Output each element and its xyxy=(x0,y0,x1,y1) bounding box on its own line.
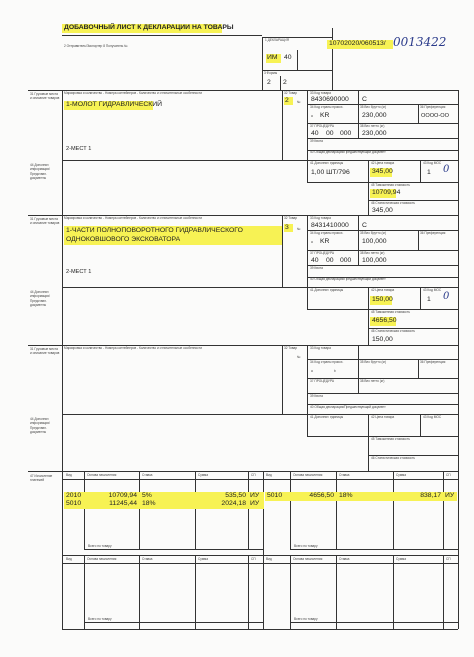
f34-label-2: 34 Код страны происх. xyxy=(310,231,344,235)
f42-label-2: 42 Цена товара xyxy=(371,288,395,292)
f40-label-1: 40 Общая декларация/Предшествующий документ xyxy=(310,150,386,154)
gross-2: 100,000 xyxy=(362,238,387,245)
net-2: 100,000 xyxy=(362,257,387,264)
f38-label-1: 38 Вес нетто (кг) xyxy=(360,124,385,128)
f41-label-1: 41 Дополнит. единицы xyxy=(310,161,344,165)
h-base-right: Основа начисления xyxy=(293,473,323,477)
country-1: KR xyxy=(320,112,330,119)
f32-label-2: 32 Товар xyxy=(284,216,298,220)
decl-number: 10702020/060513/ xyxy=(329,40,386,47)
h-sp-left-2: СП xyxy=(251,557,256,561)
h-base-left-2: Основа начисления xyxy=(87,557,117,561)
h-type-left: Вид xyxy=(66,473,72,477)
f37-label-3: 37 ПРОЦЕДУРА xyxy=(310,379,334,383)
h-type-right-2: Вид xyxy=(266,557,272,561)
total-label-right-2: Всего по товару xyxy=(294,617,318,621)
h-sum-left-2: Сумма xyxy=(198,557,209,561)
pay-rate: 5% xyxy=(142,492,152,499)
proc-c-1: 000 xyxy=(340,130,352,137)
code-1: 8430690000 xyxy=(311,96,349,103)
f35-label-2: 35 Вес брутто (кг) xyxy=(360,231,387,235)
col47-label: 47 Исчисление платежей xyxy=(30,474,53,483)
a-mark-3: а xyxy=(311,369,313,373)
col31-label-3: 31 Грузовые места и описание товаров xyxy=(30,347,60,356)
f32no-1: № xyxy=(297,100,301,104)
b-mark-3: b xyxy=(334,369,336,373)
customs-value-2: 4656,50 xyxy=(372,317,397,324)
proc-b-1: 00 xyxy=(326,130,334,137)
pay-type: 5010 xyxy=(267,492,283,499)
h-rate-left: Ставка xyxy=(142,473,153,477)
f32no-3: № xyxy=(297,355,301,359)
f38-label-2: 38 Вес нетто (кг) xyxy=(360,251,385,255)
f41-label-3: 41 Дополнит. единицы xyxy=(310,415,344,419)
pay-base: 4656,50 xyxy=(309,492,334,499)
item-num-2: 3 xyxy=(285,224,289,231)
stat-value-1: 345,00 xyxy=(372,207,393,214)
h-base-right-2: Основа начисления xyxy=(293,557,323,561)
f46-label-3: 46 Статистическая стоимость xyxy=(371,456,416,460)
code-2: 8431410000 xyxy=(311,222,349,229)
customs-value-1: 10709,94 xyxy=(372,189,401,196)
sheet-title: ДОБАВОЧНЫЙ ЛИСТ К ДЕКЛАРАЦИИ НА ТОВАРЫ xyxy=(64,24,234,31)
col31-label-2: 31 Грузовые места и описание товаров xyxy=(30,217,60,226)
h-sp-right-2: СП xyxy=(446,557,451,561)
f36-label-2: 36 Преференция xyxy=(420,231,446,235)
f32no-2: № xyxy=(297,227,301,231)
marks-label-1: Маркировка и количество - Номера контейнеров - Количество и отличительные особенности xyxy=(64,91,203,95)
f43-label-3: 43 Код МОС xyxy=(423,415,442,419)
f41-label-2: 41 Дополнит. единицы xyxy=(310,288,344,292)
f33-label-2: 33 Код товара xyxy=(310,216,331,220)
f46-label-1: 46 Статистическая стоимость xyxy=(371,201,416,205)
f38-label-3: 38 Вес нетто (кг) xyxy=(360,379,385,383)
f40-label-2: 40 Общая декларация/Предшествующий документ xyxy=(310,277,386,281)
price-1: 345,00 xyxy=(372,168,393,175)
f34-label-3: 34 Код страны происх. xyxy=(310,360,344,364)
f37-label-2: 37 ПРОЦЕДУРА xyxy=(310,251,334,255)
f42-label-1: 42 Цена товара xyxy=(371,161,395,165)
pay-sp: ИУ xyxy=(445,492,455,499)
pay-type: 5010 xyxy=(66,500,82,507)
f45-label-2: 45 Таможенная стоимость xyxy=(371,310,410,314)
pay-sp: ИУ xyxy=(250,492,260,499)
handwritten-number: 0013422 xyxy=(393,35,447,49)
proc-a-1: 40 xyxy=(311,130,319,137)
f37-label-1: 37 ПРОЦЕДУРА xyxy=(310,124,334,128)
box1-label: 1 ДЕКЛАРАЦИЯ xyxy=(265,38,290,42)
decl-type: ИМ xyxy=(267,54,278,61)
mos-2: 1 xyxy=(427,296,431,303)
marks-label-3: Маркировка и количество - Номера контейнеров - Количество и отличительные особенности xyxy=(64,346,203,350)
col31-label-1: 31 Грузовые места и описание товаров xyxy=(30,92,60,101)
h-rate-right: Ставка xyxy=(339,473,350,477)
f42-label-3: 42 Цена товара xyxy=(371,415,395,419)
h-sp-right: СП xyxy=(446,473,451,477)
decl-code: 40 xyxy=(284,54,292,61)
h-type-left-2: Вид xyxy=(66,557,72,561)
f39-label-1: 39 Квота xyxy=(310,139,323,143)
f40-label-3: 40 Общая декларация/Предшествующий документ xyxy=(310,405,386,409)
f39-label-3: 39 Квота xyxy=(310,394,323,398)
pay-base: 10709,94 xyxy=(108,492,137,499)
col44-label-3: 44 Дополнит. информация/ Представл. документы xyxy=(30,417,50,435)
f35-label-1: 35 Вес брутто (кг) xyxy=(360,105,387,109)
net-1: 230,000 xyxy=(362,130,387,137)
h-rate-right-2: Ставка xyxy=(339,557,350,561)
forms-a: 2 xyxy=(267,79,271,86)
col44-label-1: 44 Дополнит. информация/ Представл. документы xyxy=(30,163,50,181)
f35-label-3: 35 Вес брутто (кг) xyxy=(360,360,387,364)
pay-sp: ИУ xyxy=(250,500,260,507)
box2-label: 2 Отправитель/Экспортер 8 Получатель № xyxy=(64,44,128,48)
h-sum-right-2: Сумма xyxy=(396,557,407,561)
h-base-left: Основа начисления xyxy=(87,473,117,477)
f46-label-2: 46 Статистическая стоимость xyxy=(371,329,416,333)
price-2: 150,00 xyxy=(372,296,393,303)
f36-label-1: 36 Преференция xyxy=(420,105,446,109)
pay-sum: 535,50 xyxy=(225,492,246,499)
stat-value-2: 150,00 xyxy=(372,336,393,343)
col44-label-2: 44 Дополнит. информация/ Представл. документы xyxy=(30,290,50,308)
f34-label-1: 34 Код страны происх. xyxy=(310,105,344,109)
f45-label-3: 45 Таможенная стоимость xyxy=(371,437,410,441)
proc-b-2: 00 xyxy=(326,257,334,264)
pay-sum: 2024,18 xyxy=(221,500,246,507)
f43-label-2: 43 Код МОС xyxy=(423,288,442,292)
f33-label-1: 33 Код товара xyxy=(310,91,331,95)
h-sum-right: Сумма xyxy=(396,473,407,477)
total-label-left: Всего по товару xyxy=(88,544,112,548)
mos-1: 1 xyxy=(427,169,431,176)
units-1: 1,00 ШТ/796 xyxy=(311,169,350,176)
description-2: 1-ЧАСТИ ПОЛНОПОВОРОТНОГО ГИДРАВЛИЧЕСКОГО ОДНОКОВШОВОГО ЭКСКОВАТОРА xyxy=(66,227,243,243)
forms-b: 2 xyxy=(283,79,287,86)
f43-label-1: 43 Код МОС xyxy=(423,161,442,165)
f32-label-1: 32 Товар xyxy=(284,91,298,95)
total-label-left-2: Всего по товару xyxy=(88,617,112,621)
places-2: 2-МЕСТ 1 xyxy=(66,269,92,275)
f36-label-3: 36 Преференция xyxy=(420,360,446,364)
pref-1: ОООО-ОО xyxy=(421,113,449,119)
pay-type: 2010 xyxy=(66,492,82,499)
total-label-right: Всего по товару xyxy=(294,544,318,548)
h-type-right: Вид xyxy=(266,473,272,477)
pay-rate: 18% xyxy=(339,492,353,499)
h-sum-left: Сумма xyxy=(198,473,209,477)
pay-base: 11245,44 xyxy=(109,500,137,507)
f33-label-3: 33 Код товара xyxy=(310,346,331,350)
marks-label-2: Маркировка и количество - Номера контейнеров - Количество и отличительные особенности xyxy=(64,216,203,220)
code-suffix-1: С xyxy=(362,96,367,103)
mos-hand-2: 0 xyxy=(443,291,450,302)
f32-label-3: 32 Товар xyxy=(284,346,298,350)
f39-label-2: 39 Квота xyxy=(310,266,323,270)
description-1: 1-МОЛОТ ГИДРАВЛИЧЕСКИЙ xyxy=(66,101,162,108)
a-mark-1: a xyxy=(311,114,313,118)
item-num-1: 2 xyxy=(285,97,289,104)
gross-1: 230,000 xyxy=(362,112,387,119)
forms-label: 3 Формы xyxy=(264,71,278,75)
proc-a-2: 40 xyxy=(311,257,319,264)
places-1: 2-МЕСТ 1 xyxy=(66,146,92,152)
mos-hand-1: 0 xyxy=(443,164,450,175)
h-rate-left-2: Ставка xyxy=(142,557,153,561)
pay-sum: 838,17 xyxy=(420,492,441,499)
f45-label-1: 45 Таможенная стоимость xyxy=(371,183,410,187)
h-sp-left: СП xyxy=(251,473,256,477)
proc-c-2: 000 xyxy=(340,257,352,264)
pay-rate: 18% xyxy=(142,500,156,507)
code-suffix-2: С xyxy=(362,222,367,229)
a-mark-2: a xyxy=(311,240,313,244)
country-2: KR xyxy=(320,238,330,245)
